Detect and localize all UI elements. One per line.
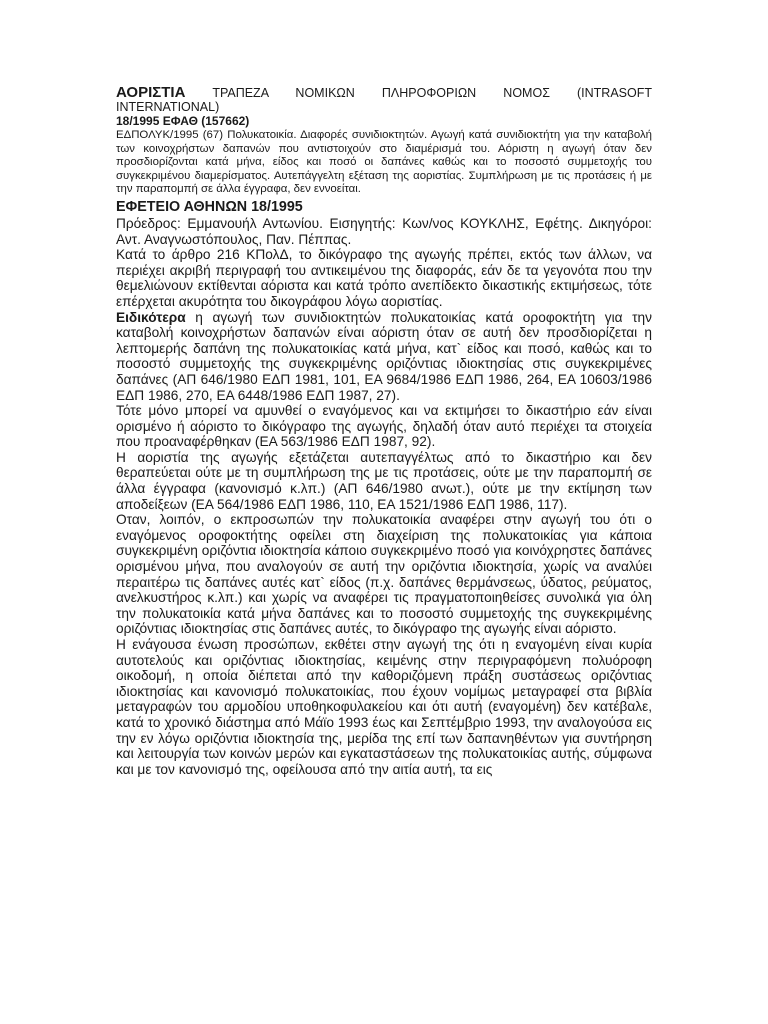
- document-page: [116, 86, 652, 777]
- source-name-continued: INTERNATIONAL): [116, 100, 220, 114]
- case-summary: ΕΔΠΟΛΥΚ/1995 (67) Πολυκατοικία. Διαφορές συνιδιοκτητών. Αγωγή κατά συνιδιοκτήτη για την καταβολή των κοινοχρήστων δαπανών που αντιστοιχούν στο διαμέρισμά του. Αόριστη η αγωγή όταν δεν προσδιορίζονται κατά μήνα, είδος και ποσό οι δαπάνες καθώς και το ποσοστό συμμετοχής του συγκεκριμένου διαμερίσματος. Αυτεπάγγελτη εξέταση της αοριστίας. Συμπλήρωση με τις προτάσεις ή με την παραπομπή σε άλλα έγγραφα, δεν εννοείται.: [116, 129, 652, 196]
- decision-body: [116, 216, 652, 777]
- paragraph-specifically: [116, 310, 652, 404]
- paragraph-defense: Τότε μόνο μπορεί να αμυνθεί ο εναγόμενος και να εκτιμήσει το δικαστήριο εάν είναι ορισμένο ή αόριστο το δικόγραφο της αγωγής, δηλαδή όταν αυτό περιέχει τα στοιχεία που προαναφέρθηκαν (ΕΑ 563/1986 ΕΔΠ 1987, 92).: [116, 403, 652, 450]
- paragraph-judges: Πρόεδρος: Εμμανουήλ Αντωνίου. Εισηγητής: Κων/νος ΚΟΥΚΛΗΣ, Εφέτης. Δικηγόροι: Αντ. Αναγνωστόπουλος, Παν. Πέππας.: [116, 215, 652, 247]
- case-reference: 18/1995 ΕΦΑΘ (157662): [116, 114, 250, 128]
- paragraph-article-216: Κατά το άρθρο 216 ΚΠολΔ, το δικόγραφο της αγωγής πρέπει, εκτός των άλλων, να περιέχει ακριβή περιγραφή του αντικειμένου της διαφοράς, εάν δε τα γεγονότα που την θεμελιώνουν εκτίθενται αόριστα και κατά τρόπο ανεπίδεκτο δικαστικής εκτιμήσεως, τότε επέρχεται ακυρότητα του δικογράφου λόγω αοριστίας.: [116, 247, 652, 309]
- paragraph-lead-word: Ειδικότερα: [116, 309, 186, 325]
- topic-title: ΑΟΡΙΣΤΙΑ: [116, 84, 186, 101]
- source-name: ΤΡΑΠΕΖΑ ΝΟΜΙΚΩΝ ΠΛΗΡΟΦΟΡΙΩΝ ΝΟΜΟΣ (INTRASOFT: [212, 86, 653, 100]
- paragraph-vagueness: Η αοριστία της αγωγής εξετάζεται αυτεπαγγέλτως από το δικαστήριο και δεν θεραπεύεται ούτε με τη συμπλήρωση της με τις προτάσεις, ούτε με την παραπομπή σε άλλα έγγραφα (κανονισμό κ.λπ.) (ΑΠ 646/1980 ανωτ.), ούτε με την εκτίμηση των αποδείξεων (ΕΑ 564/1986 ΕΔΠ 1986, 110, ΕΑ 1521/1986 ΕΔΠ 1986, 117).: [116, 449, 652, 512]
- paragraph-representative: Οταν, λοιπόν, ο εκπροσωπών την πολυκατοικία αναφέρει στην αγωγή του ότι ο εναγόμενος οροφοκτήτης οφείλει στη διαχείριση της πολυκατοικίας για κάποια συγκεκριμένη οριζόντια ιδιοκτησία κάποιο συγκεκριμένο ποσό για κοινόχρηστες δαπάνες ορισμένου μήνα, που αναλογούν σε αυτή την οριζόντια ιδιοκτησία, χωρίς να αναλύει περαιτέρω τις δαπάνες αυτές κατ` είδος (π.χ. δαπάνες θερμάνσεως, ύδατος, ρεύματος, ανελκυστήρος κ.λπ.) και χωρίς να αναφέρει τις πραγματοποιηθείσες συνολικά για όλη την πολυκατοικία κατά μήνα δαπάνες και το ποσοστό συμμετοχής της συγκεκριμένης οριζόντιας ιδιοκτησίας στις δαπάνες αυτές, το δικόγραφο της αγωγής είναι αόριστο.: [116, 512, 652, 637]
- paragraph-claimant: Η ενάγουσα ένωση προσώπων, εκθέτει στην αγωγή της ότι η εναγομένη είναι κυρία αυτοτελούς και οριζόντιας ιδιοκτησίας, κειμένης στην περιγραφόμενη πολυόροφη οικοδομή, η οποία διέπεται από την καθοριζόμενη πράξη συστάσεως οριζόντιας ιδιοκτησίας και κανονισμό πολυκατοικίας, που έχουν νομίμως μεταγραφεί στα βιβλία μεταγραφών του αρμοδίου υποθηκοφυλακείου και ότι αυτή (εναγομένη) δεν κατέβαλε, κατά το χρονικό διάστημα από Μάϊο 1993 έως και Σεπτέμβριο 1993, την αναλογούσα εις την εν λόγω οριζόντια ιδιοκτησία της, μερίδα της επί των δαπανηθέντων για συντήρηση και λειτουργία των κοινών μερών και εγκαταστάσεων της πολυκατοικίας αυτής, σύμφωνα και με τον κανονισμό της, οφείλουσα από την αιτία αυτή, τα εις: [116, 637, 652, 777]
- document-header: [116, 86, 652, 100]
- court-title: ΕΦΕΤΕΙΟ ΑΘΗΝΩΝ 18/1995: [116, 198, 303, 215]
- paragraph-specifically-text: η αγωγή των συνιδιοκτητών πολυκατοικίας κατά οροφοκτήτη για την καταβολή κοινοχρήστων δαπανών είναι αόριστη όταν σε αυτή δεν προσδιορίζεται η λεπτομερής δαπάνη της πολυκατοικίας κατά μήνα, κατ` είδος και ποσό, καθώς και το ποσοστό συμμετοχής της συγκεκριμένης οριζόντιας ιδιοκτησίας στις συγκεκριμένες δαπάνες (ΑΠ 646/1980 ΕΔΠ 1981, 101, ΕΑ 9684/1986 ΕΔΠ 1986, 264, ΕΑ 10603/1986 ΕΔΠ 1986, 270, ΕΑ 6448/1986 ΕΔΠ 1987, 27).: [116, 309, 652, 403]
